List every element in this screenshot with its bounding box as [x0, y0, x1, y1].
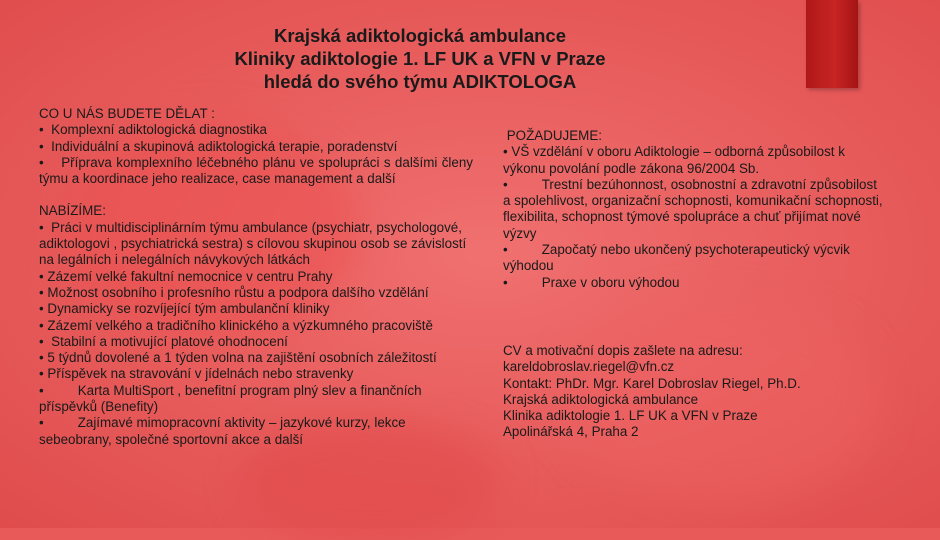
- contact-intro: CV a motivační dopis zašlete na adresu:: [503, 342, 743, 358]
- title-line: Kliniky adiktologie 1. LF UK a VFN v Praze: [234, 48, 606, 69]
- list-item: • Trestní bezúhonnost, osobnostní a zdravotní způsobilost a spolehlivost, organizační schopnosti, komunikační schopnosti, flexibilita, schopnost týmové spolupráce a chuť přijímat nové výzvy: [503, 176, 883, 241]
- contact-person: Kontakt: PhDr. Mgr. Karel Dobroslav Riegel, Ph.D.: [503, 375, 801, 391]
- list-item: • Karta MultiSport , benefitní program plný slev a finančních příspěvků (Benefity): [39, 382, 422, 415]
- requirements-heading: POŽADUJEME:: [506, 128, 602, 143]
- contact-address: Apolinářská 4, Praha 2: [503, 424, 639, 440]
- list-item: • Stabilní a motivující platové ohodnocení: [39, 333, 288, 349]
- right-column: [503, 128, 887, 441]
- title-line: Krajská adiktologická ambulance: [273, 25, 566, 46]
- list-item: • Možnost osobního i profesního růstu a podpora dalšího vzdělání: [39, 284, 429, 300]
- contact-email[interactable]: kareldobroslav.riegel@vfn.cz: [503, 359, 675, 375]
- left-column: [39, 106, 473, 448]
- list-item: • Dynamicky se rozvíjející tým ambulanční kliniky: [39, 301, 330, 317]
- list-item: • Příspěvek na stravování v jídelnách nebo stravenky: [39, 366, 354, 382]
- duties-heading: CO U NÁS BUDETE DĚLAT :: [39, 106, 215, 121]
- list-item: • VŠ vzdělání v oboru Adiktologie – odborná způsobilost k výkonu povolání podle zákona 96/2004 Sb.: [503, 144, 845, 176]
- contact-department: Krajská adiktologická ambulance: [503, 391, 699, 407]
- list-item: • Praxe v oboru výhodou: [503, 274, 680, 290]
- list-item: • Práci v multidisciplinárním týmu ambulance (psychiatr, psychologové, adiktologovi , psychiatrická sestra) s cílovou skupinou osob se závislostí na legálních i nelegálních návykových látkách: [39, 219, 467, 268]
- list-item: • Zajímavé mimopracovní aktivity – jazykové kurzy, lekce sebeobrany, společné sportovní akce a další: [39, 415, 406, 447]
- page-title: [150, 24, 690, 93]
- list-item: • Příprava komplexního léčebného plánu ve spolupráci s dalšími členy týmu a koordinace jeho realizace, case management a další: [39, 154, 473, 187]
- list-item: • Zázemí velké fakultní nemocnice v centru Prahy: [39, 268, 333, 284]
- decorative-ribbon: [806, 0, 858, 88]
- list-item: • 5 týdnů dovolené a 1 týden volna na zajištění osobních záležitostí: [39, 350, 437, 366]
- offer-heading: NABÍZÍME:: [39, 203, 106, 219]
- list-item: • Individuální a skupinová adiktologická terapie, poradenství: [39, 138, 398, 154]
- contact-clinic: Klinika adiktologie 1. LF UK a VFN v Praze: [503, 408, 758, 424]
- list-item: • Zázemí velkého a tradičního klinického a výzkumného pracoviště: [39, 317, 433, 333]
- title-line: hledá do svého týmu ADIKTOLOGA: [263, 71, 577, 92]
- list-item: • Započatý nebo ukončený psychoterapeutický výcvik výhodou: [503, 242, 850, 274]
- list-item: • Komplexní adiktologická diagnostika: [39, 122, 268, 138]
